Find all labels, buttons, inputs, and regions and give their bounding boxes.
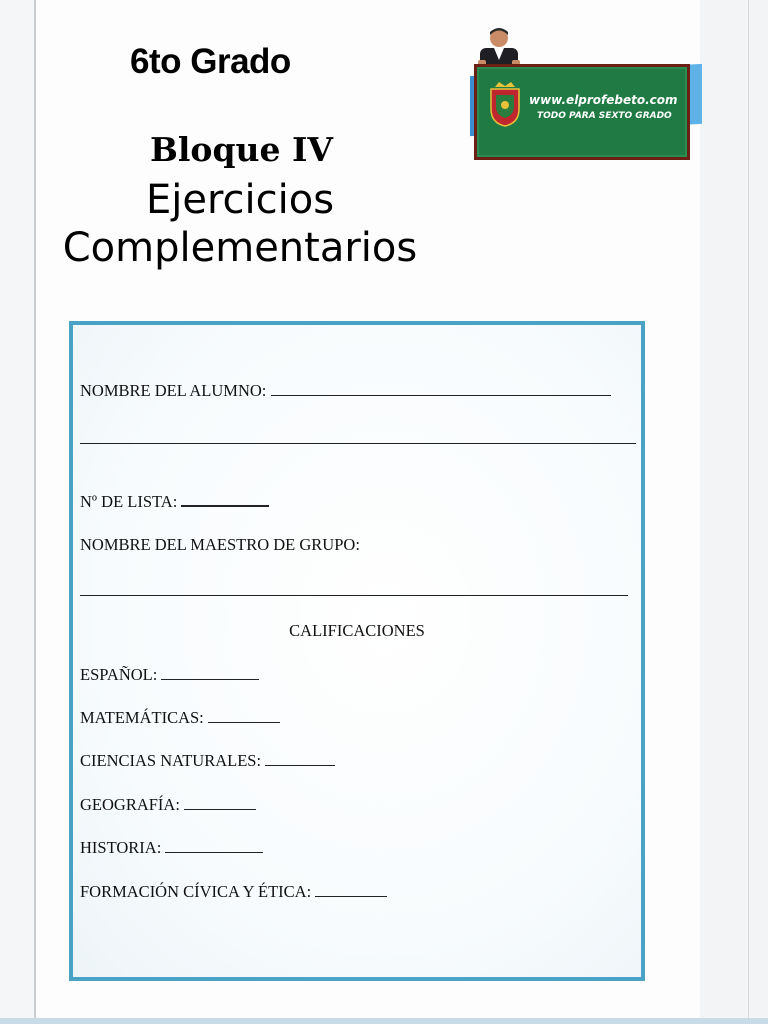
list-number-label: Nº DE LISTA: (80, 492, 178, 511)
subject-label: ESPAÑOL: (80, 665, 158, 684)
teacher-label: NOMBRE DEL MAESTRO DE GRUPO: (80, 535, 360, 554)
student-name-label: NOMBRE DEL ALUMNO: (80, 381, 267, 400)
subject-label: CIENCIAS NATURALES: (80, 751, 262, 770)
grades-heading: CALIFICACIONES (289, 621, 425, 640)
student-name-row (80, 381, 611, 401)
subject-row-spanish (80, 665, 259, 685)
logo-tagline: TODO PARA SEXTO GRADO (537, 111, 672, 121)
subject-row-civics (80, 882, 387, 902)
grade-blank[interactable] (208, 721, 280, 723)
student-name-blank-2[interactable] (80, 443, 636, 444)
grade-blank[interactable] (315, 895, 387, 897)
list-number-blank[interactable] (181, 504, 269, 507)
site-logo (470, 26, 702, 166)
grade-blank[interactable] (184, 808, 256, 810)
right-margin-band (700, 0, 768, 1024)
subject-row-history (80, 838, 263, 858)
logo-url: www.elprofebeto.com (529, 93, 678, 107)
coat-of-arms-icon (487, 81, 523, 127)
teacher-blank[interactable] (80, 595, 628, 596)
subject-label: GEOGRAFÍA: (80, 795, 180, 814)
grade-blank[interactable] (265, 764, 335, 766)
block-title: Bloque IV (150, 130, 334, 169)
student-name-blank[interactable] (271, 394, 611, 396)
subject-label: FORMACIÓN CÍVICA Y ÉTICA: (80, 882, 312, 901)
right-margin-rule (748, 0, 749, 1024)
subtitle: Ejercicios Complementarios (62, 177, 418, 271)
subject-label: HISTORIA: (80, 838, 162, 857)
subject-row-science (80, 751, 335, 771)
logo-chalkboard (474, 64, 690, 160)
subject-label: MATEMÁTICAS: (80, 708, 204, 727)
bottom-edge (0, 1018, 768, 1024)
subject-row-geography (80, 795, 256, 815)
left-margin-rule (34, 0, 36, 1024)
grade-title: 6to Grado (130, 42, 291, 81)
list-number-row (80, 492, 269, 512)
subject-row-math (80, 708, 280, 728)
grade-blank[interactable] (165, 851, 263, 853)
grade-blank[interactable] (161, 678, 259, 680)
